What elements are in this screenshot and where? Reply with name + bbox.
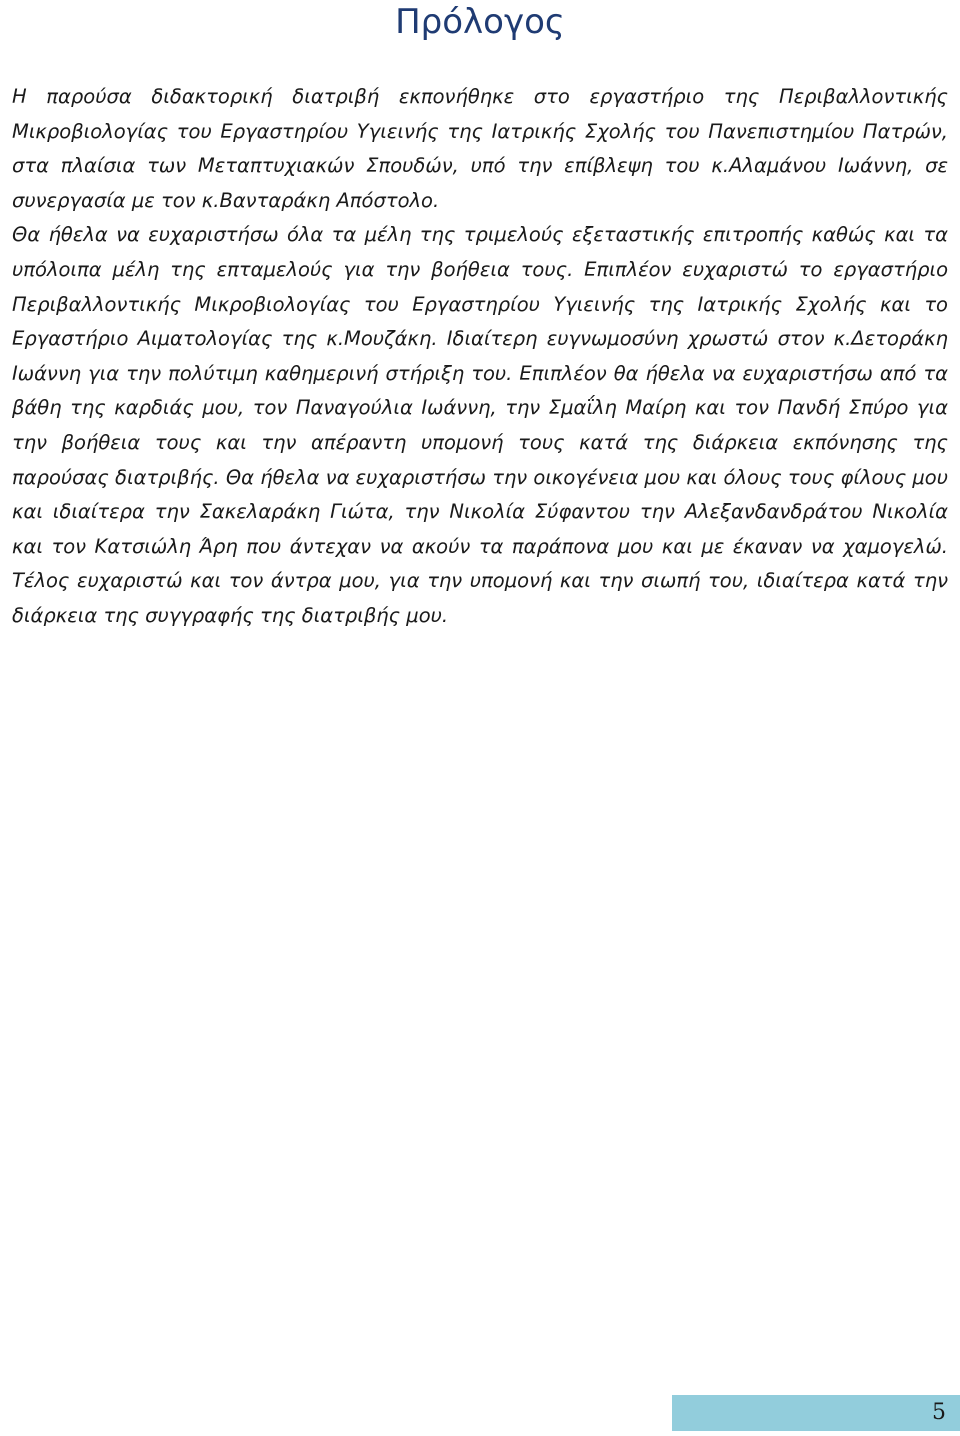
page-title: Πρόλογος xyxy=(395,2,565,42)
preface-body xyxy=(12,80,948,634)
paragraph-acknowledgements: Θα ήθελα να ευχαριστήσω όλα τα μέλη της τριμελούς εξεταστικής επιτροπής καθώς και τα υπόλοιπα μέλη της επταμελούς για την βοήθεια τους. Επιπλέον ευχαριστώ το εργαστήριο Περιβαλλοντικής Μικροβιολογίας του Εργαστηρίου Υγιεινής της Ιατρικής Σχολής και το Εργαστήριο Αιματολογίας της κ.Μουζάκη. Ιδιαίτερη ευγνωμοσύνη χρωστώ στον κ.Δετοράκη Ιωάννη για την πολύτιμη καθημερινή στήριξη του. Επιπλέον θα ήθελα να ευχαριστήσω από τα βάθη της καρδιάς μου, τον Παναγούλια Ιωάννη, την Σμαΐλη Μαίρη και τον Πανδή Σπύρο για την βοήθεια τους και την απέραντη υπομονή τους κατά της διάρκεια εκπόνησης της παρούσας διατριβής. Θα ήθελα να ευχαριστήσω την οικογένεια μου και όλους τους φίλους μου και ιδιαίτερα την Σακελαράκη Γιώτα, την Νικολία Σύφαντου την Αλεξανδανδράτου Νικολία και τον Κατσιώλη Άρη που άντεχαν να ακούν τα παράπονα μου και με έκαναν να χαμογελώ. Τέλος ευχαριστώ και τον άντρα μου, για την υπομονή και την σιωπή του, ιδιαίτερα κατά την διάρκεια της συγγραφής της διατριβής μου. xyxy=(12,223,948,627)
paragraph-intro: Η παρούσα διδακτορική διατριβή εκπονήθηκε στο εργαστήριο της Περιβαλλοντικής Μικροβιολογίας του Εργαστηρίου Υγιεινής της Ιατρικής Σχολής του Πανεπιστημίου Πατρών, στα πλαίσια των Μεταπτυχιακών Σπουδών, υπό την επίβλεψη του κ.Αλαμάνου Ιωάννη, σε συνεργασία με τον κ.Βανταράκη Απόστολο. xyxy=(12,85,948,212)
page-number: 5 xyxy=(932,1400,946,1425)
footer-bar xyxy=(672,1395,960,1431)
